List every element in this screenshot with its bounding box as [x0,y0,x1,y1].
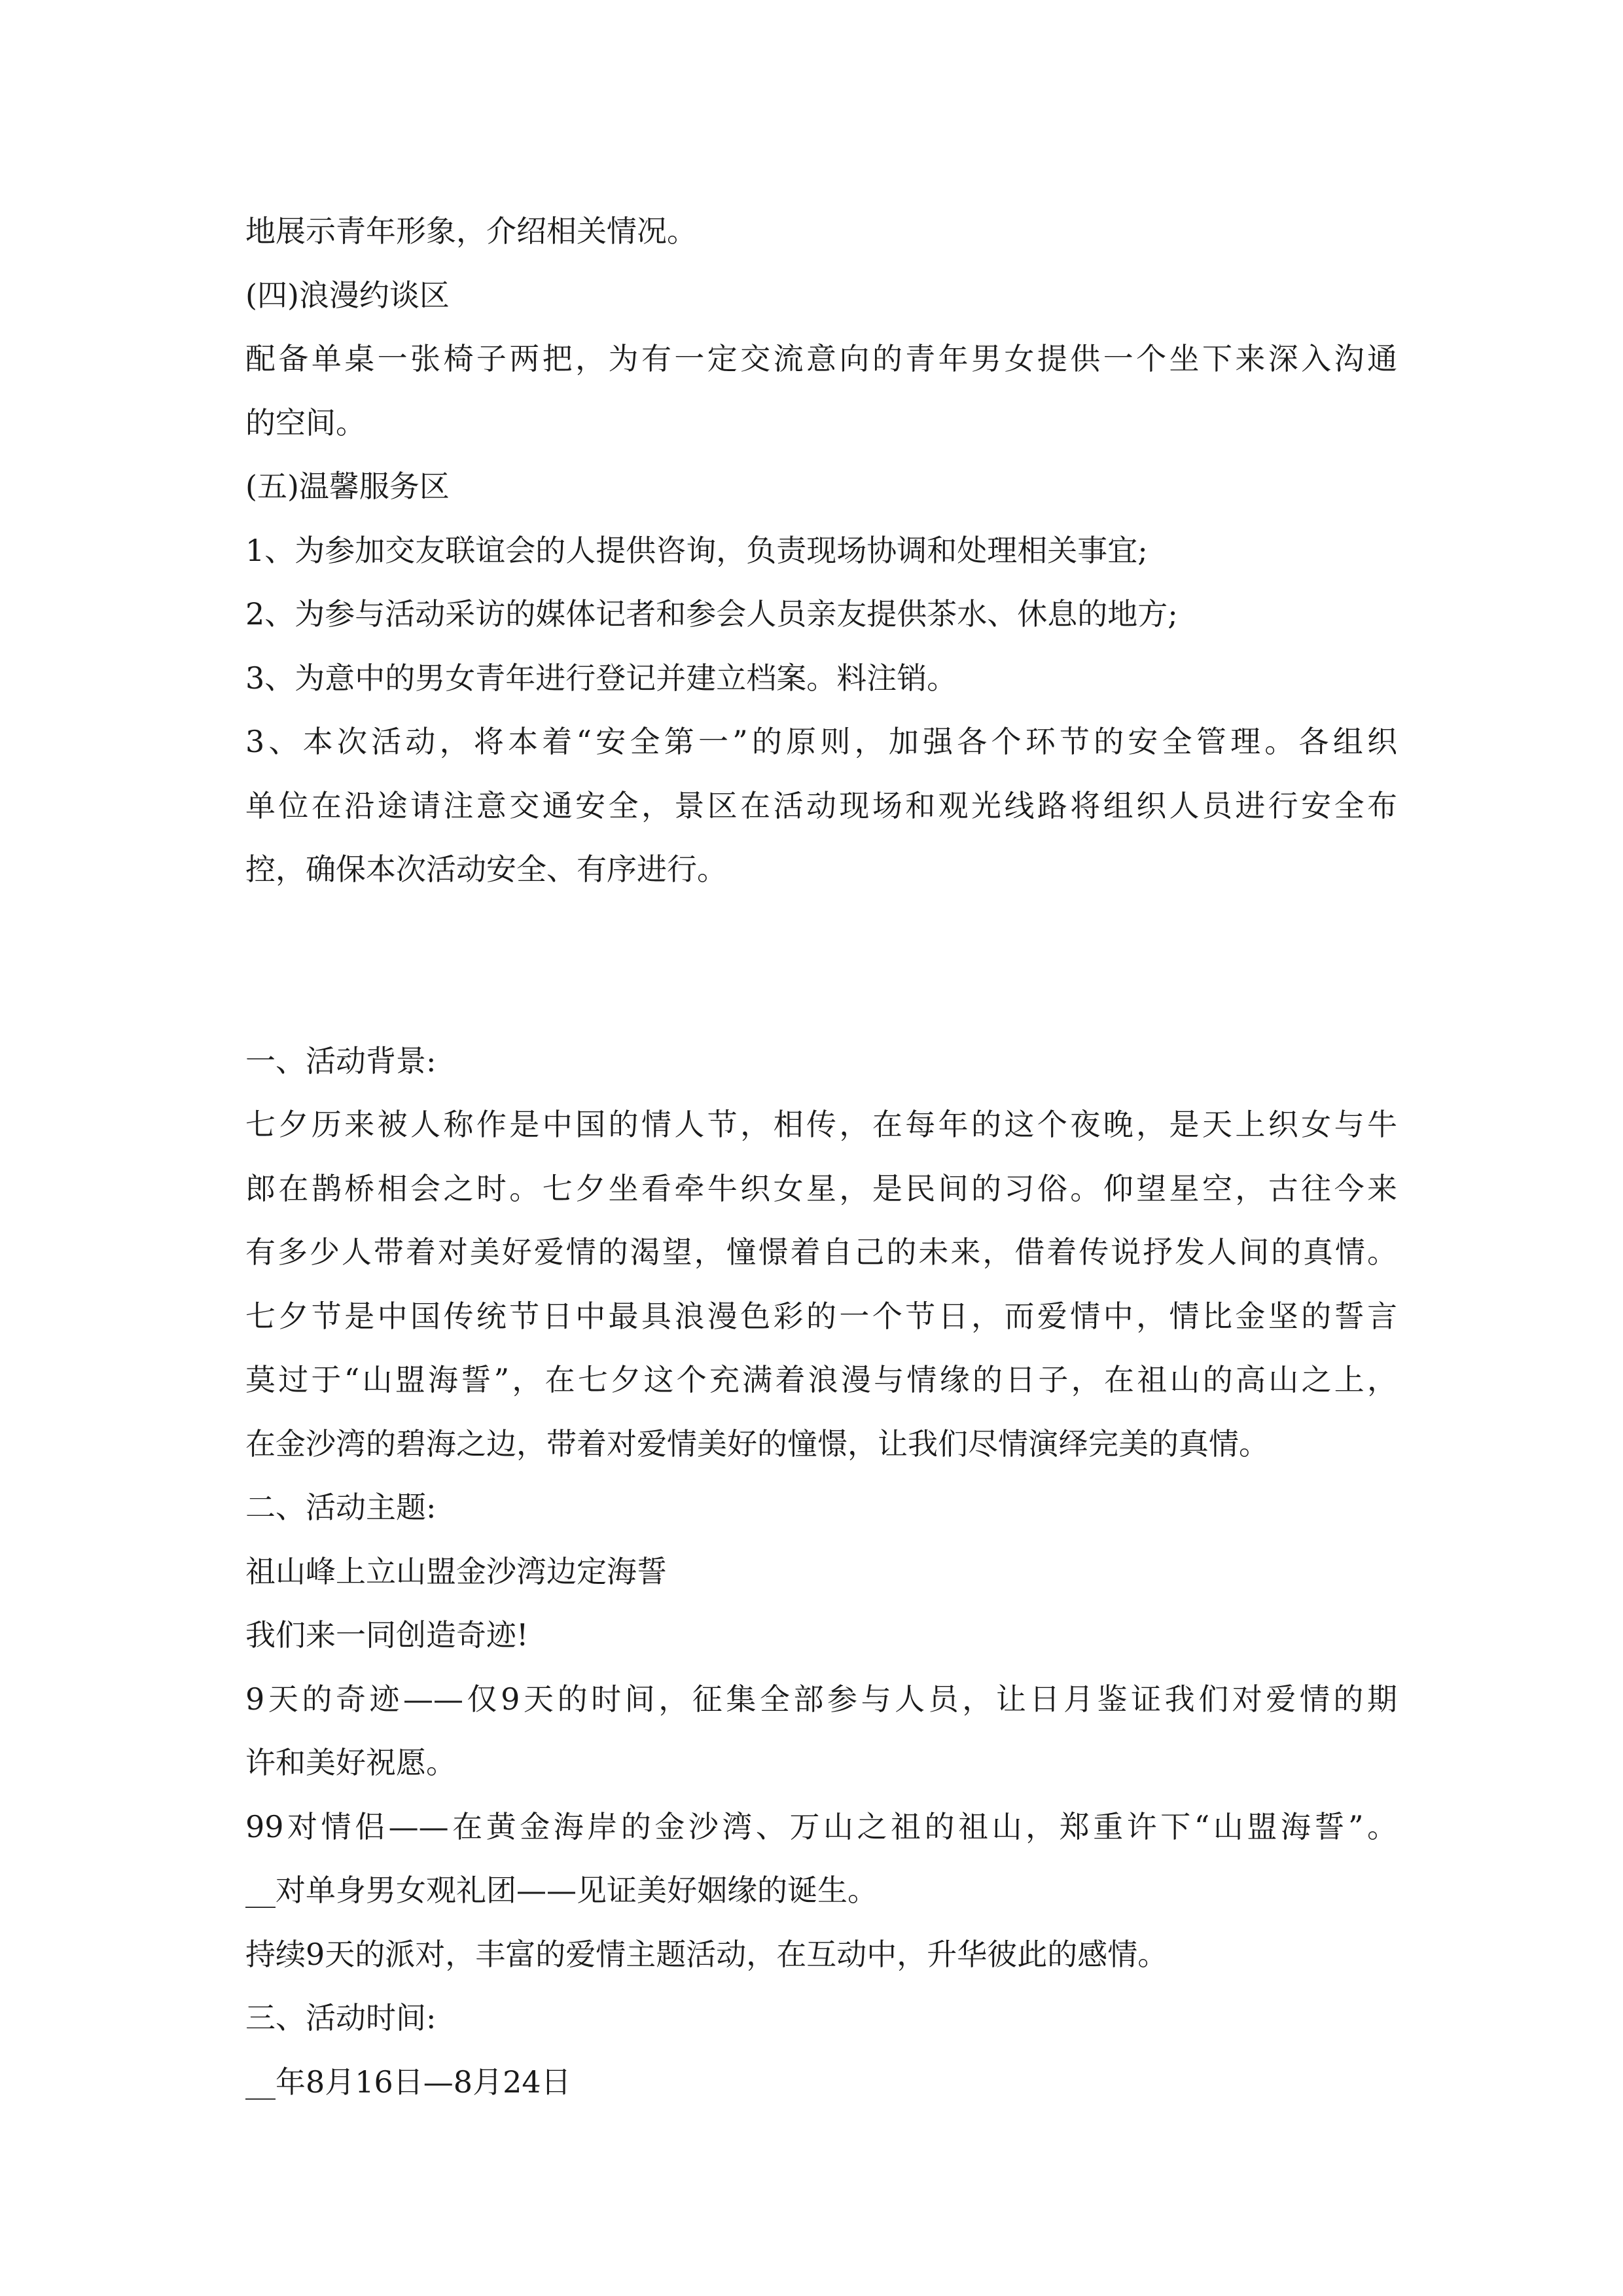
text-line: 的空间。 [245,404,366,440]
text-line: 莫过于“山盟海誓”，在七夕这个充满着浪漫与情缘的日子，在祖山的高山之上， [245,1362,1397,1397]
text-line: 配备单桌一张椅子两把，为有一定交流意向的青年男女提供一个坐下来深入沟通 [245,341,1397,376]
text-line: 七夕历来被人称作是中国的情人节，相传，在每年的这个夜晚，是天上织女与牛 [245,1107,1397,1142]
text-line: 祖山峰上立山盟金沙湾边定海誓 [245,1553,667,1589]
text-line: 地展示青年形象，介绍相关情况。 [245,213,697,249]
text-line: 一、活动背景: [245,1043,437,1079]
text-line: (四)浪漫约谈区 [245,277,450,313]
text-line: 1、为参加交友联谊会的人提供咨询，负责现场协调和处理相关事宜; [245,532,1148,568]
text-line: 控，确保本次活动安全、有序进行。 [245,852,727,887]
text-line: 2、为参与活动采访的媒体记者和参会人员亲友提供茶水、休息的地方; [245,596,1178,632]
text-line: __年8月16日—8月24日 [245,2064,571,2100]
text-line: 99对情侣——在黄金海岸的金沙湾、万山之祖的祖山，郑重许下“山盟海誓”。 [245,1808,1397,1844]
text-line: 9天的奇迹——仅9天的时间，征集全部参与人员，让日月鉴证我们对爱情的期 [245,1681,1397,1717]
text-line: __对单身男女观礼团——见证美好姻缘的诞生。 [245,1873,878,1908]
text-line: 三、活动时间: [245,2000,437,2036]
text-line: 郎在鹊桥相会之时。七夕坐看牵牛织女星，是民间的习俗。仰望星空，古往今来 [245,1170,1397,1206]
text-line: 二、活动主题: [245,1490,437,1525]
document-body [245,200,1397,2114]
text-line: (五)温馨服务区 [245,469,450,504]
section-venue-zones [245,200,1397,902]
section-event-plan [245,1030,1397,2115]
text-line: 有多少人带着对美好爱情的渴望，憧憬着自己的未来，借着传说抒发人间的真情。 [245,1234,1397,1270]
text-line: 3、为意中的男女青年进行登记并建立档案。料注销。 [245,660,957,696]
text-line: 3、本次活动，将本着“安全第一”的原则，加强各个环节的安全管理。各组织 [245,724,1397,759]
text-line: 许和美好祝愿。 [245,1745,456,1780]
text-line: 持续9天的派对，丰富的爱情主题活动，在互动中，升华彼此的感情。 [245,1936,1168,1972]
section-gap [245,902,1397,1030]
text-line: 我们来一同创造奇迹! [245,1617,529,1653]
text-line: 单位在沿途请注意交通安全，景区在活动现场和观光线路将组织人员进行安全布 [245,787,1397,823]
text-line: 在金沙湾的碧海之边，带着对爱情美好的憧憬，让我们尽情演绎完美的真情。 [245,1426,1269,1462]
text-line: 七夕节是中国传统节日中最具浪漫色彩的一个节日，而爱情中，情比金坚的誓言 [245,1298,1397,1334]
